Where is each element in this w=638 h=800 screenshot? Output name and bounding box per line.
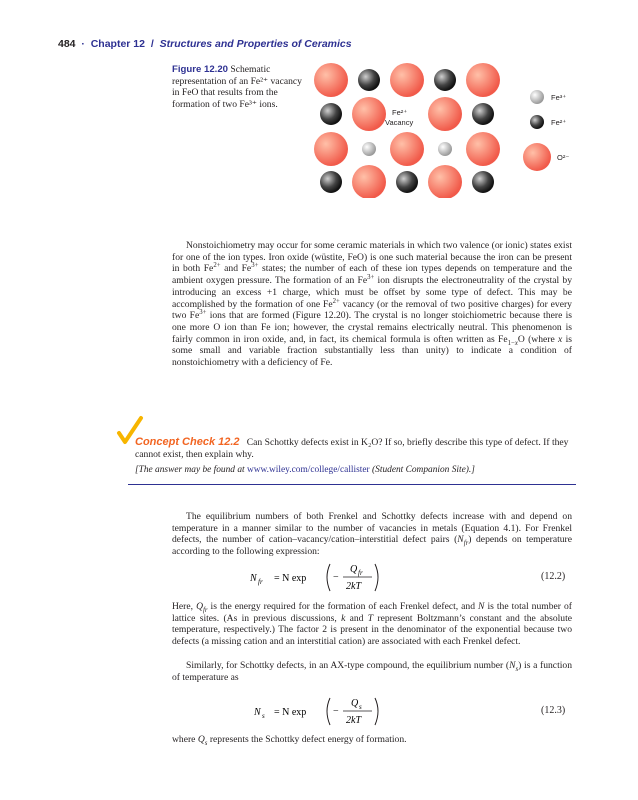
answer-prefix: [The answer may be found at [135,465,245,475]
fe2-ion [472,103,494,125]
equation-12-2 [250,558,430,598]
eq1-denominator: 2kT [346,581,361,592]
oxygen-ion [466,63,500,97]
paragraph-nonstoichiometry: Nonstoichiometry may occur for some ceramic materials in which two valence (or ionic) states exist for one of the ion types. Iron oxide (wüstite, FeO) is one such material because the iron can be present in both $Fe^{2+}$ and $Fe^{3+}$ states; the number of each of these ion types depends on temperature and the ambient oxygen pressure. The formation of an $Fe^{3+}$ ion disrupts the electroneutrality of the crystal by introducing an excess +1 charge, which must be offset by some type of defect. This may be accomplished by the formation of one $Fe^{2+}$ vacancy (or the removal of two positive charges) for every two $Fe^{3+}$ ions that are formed (Figure 12.20). The crystal is no longer stoichiometric because there is one more O ion than Fe ion; however, the crystal remains electrically neutral. This phenomenon is fairly common in iron oxide, and, in fact, its chemical formula is often written as $Fe_{1-x}O$ (where x is some small and variable fraction substantially less than unity) to indicate a condition of nonstoichiometry with a deficiency of Fe. [172,240,572,369]
legend-o2-ion [523,143,551,171]
oxygen-ion [314,132,348,166]
svg-text:−: − [333,572,339,583]
oxygen-ion [390,132,424,166]
fe2-ion [434,69,456,91]
oxygen-ion [390,63,424,97]
feo-lattice-diagram [300,58,600,198]
legend-fe2-label: Fe²⁺ [551,118,567,127]
chapter-label: Chapter 12 [90,38,145,50]
legend-fe2-ion [530,115,544,129]
vacancy-label-bottom: Vacancy [385,118,414,127]
concept-check-answer [135,465,475,475]
vacancy-marker [385,108,413,127]
eq2-denominator: 2kT [346,715,361,726]
eq1-lhs: N [250,573,257,584]
oxygen-ion [352,97,386,131]
paragraph-schottky-energy: where $Q_s$ represents the Schottky defect energy of formation. [172,734,407,747]
eq1-numerator-sub: fr [358,569,363,577]
eq1-lhs-sub: fr [258,578,263,586]
eq2-lhs: N [254,707,261,718]
eq1-number: (12.2) [541,571,566,582]
oxygen-ion [352,165,386,198]
answer-link[interactable]: www.wiley.com/college/callister [246,465,370,475]
svg-text:−: − [333,706,339,717]
figure-caption [172,64,310,110]
fe2-ion [472,171,494,193]
oxygen-ion [314,63,348,97]
legend-o2-label: O²⁻ [557,153,570,162]
legend-fe3-ion [530,90,544,104]
oxygen-ion [428,165,462,198]
eq2-numerator-sub: s [359,703,362,711]
running-header [58,38,352,50]
legend-fe3-label: Fe³⁺ [551,93,567,102]
page-number: 484 [58,38,76,50]
header-dot: · [81,38,85,50]
fe2-ion [320,171,342,193]
lattice-ions [314,63,500,198]
eq1-rhs: = N exp [274,573,307,584]
fe2-ion [358,69,380,91]
fe2-ion [396,171,418,193]
figure-caption-text: Schematic representation of an Fe²⁺ vacancy in FeO that results from the formation of two Fe³⁺ ions. [172,64,302,110]
paragraph-frenkel: Here, $Q_{fr}$ is the energy required for the formation of each Frenkel defect, and N is the total number of lattice sites. (As in previous discussions, k and T represent Boltzmann’s constant and the absolute temperature, respectively.) The factor 2 is present in the denominator of the exponential because two defects (a missing cation and an interstitial cation) are associated with each Frenkel defect. [172,601,573,648]
vacancy-label-top: Fe²⁺ [392,108,408,117]
eq2-rhs: = N exp [274,707,307,718]
header-slash: / [150,38,154,50]
equation-12-3 [254,692,434,732]
answer-suffix: (Student Companion Site).] [372,465,475,475]
figure-legend [523,90,569,171]
fe3-ion [362,142,376,156]
paragraph-schottky: Similarly, for Schottky defects, in an AX-type compound, the equilibrium number $(N_s)$ is a function of temperature as [172,660,572,683]
fe2-ion [320,103,342,125]
fe3-ion [438,142,452,156]
eq1-numerator: Q [350,564,358,575]
eq2-lhs-sub: s [262,712,265,720]
eq2-number: (12.3) [541,705,566,716]
eq2-numerator: Q [351,698,359,709]
figure-label: Figure 12.20 [172,64,228,75]
chapter-title: Structures and Properties of Ceramics [159,38,352,50]
paragraph-equilibrium: The equilibrium numbers of both Frenkel and Schottky defects increase with and depend on temperature in a manner similar to the number of vacancies in metals (Equation 4.1). For Frenkel defects, the number of cation–vacancy/cation–interstitial defect pairs $(N_{fr})$ depends on temperature according to the following expression: [172,511,572,558]
concept-check-title: Concept Check 12.2 [135,436,240,448]
concept-check-question [135,436,577,461]
concept-check-question-text: Can Schottky defects exist in K₂O? If so, briefly describe this type of defect. If they cannot exist, then explain why. [135,437,569,460]
oxygen-ion [466,132,500,166]
oxygen-ion [428,97,462,131]
